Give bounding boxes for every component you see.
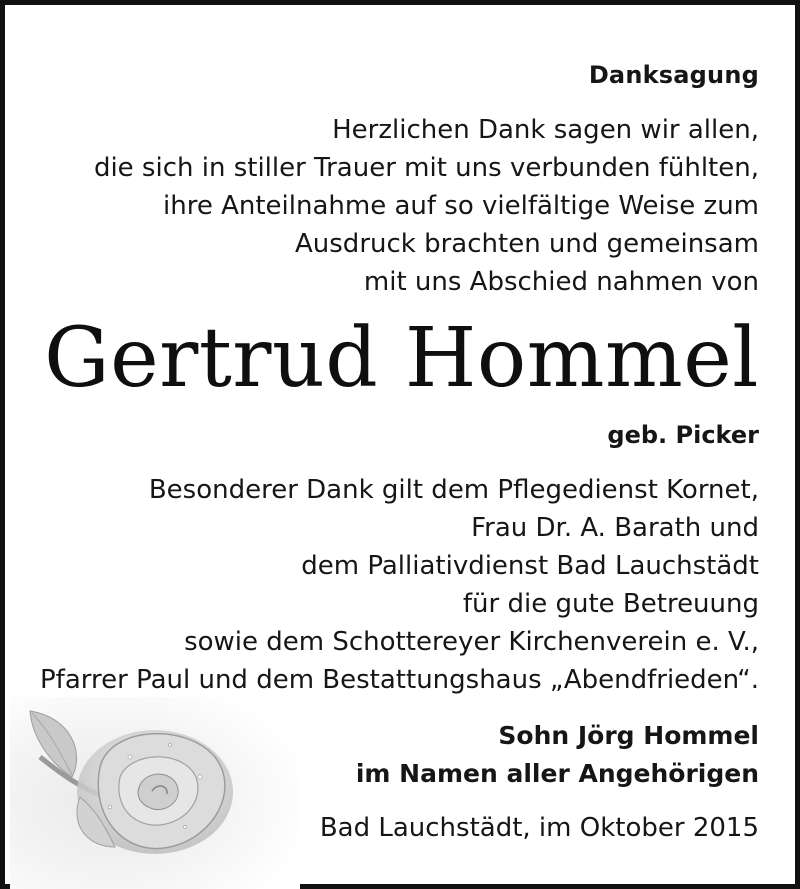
thanks-line: sowie dem Schottereyer Kirchenverein e. V., bbox=[184, 627, 759, 657]
thanks-line: Pfarrer Paul und dem Bestattungshaus „Abendfrieden“. bbox=[40, 665, 759, 695]
thanks-line: Frau Dr. A. Barath und bbox=[471, 513, 759, 543]
signature-line: im Namen aller Angehörigen bbox=[355, 759, 759, 788]
thanks-line: dem Palliativdienst Bad Lauchstädt bbox=[301, 551, 759, 581]
birth-name: geb. Picker bbox=[607, 421, 759, 449]
intro-line: mit uns Abschied nahmen von bbox=[363, 267, 759, 297]
deceased-name: Gertrud Hommel bbox=[44, 311, 759, 406]
thanks-line: für die gute Betreuung bbox=[462, 589, 759, 619]
intro-text bbox=[94, 111, 759, 301]
intro-line: Herzlichen Dank sagen wir allen, bbox=[332, 115, 759, 145]
signature bbox=[356, 717, 759, 793]
notice-heading: Danksagung bbox=[588, 61, 759, 89]
thanks-line: Besonderer Dank gilt dem Pflegedienst Kornet, bbox=[148, 475, 759, 505]
intro-line: ihre Anteilnahme auf so vielfältige Weise zum bbox=[163, 191, 759, 221]
intro-line: die sich in stiller Trauer mit uns verbunden fühlten, bbox=[93, 153, 759, 183]
intro-line: Ausdruck brachten und gemeinsam bbox=[295, 229, 759, 259]
thanks-text bbox=[40, 471, 759, 699]
place-date: Bad Lauchstädt, im Oktober 2015 bbox=[319, 813, 759, 843]
signature-line: Sohn Jörg Hommel bbox=[498, 721, 759, 750]
rose-icon bbox=[10, 697, 300, 889]
